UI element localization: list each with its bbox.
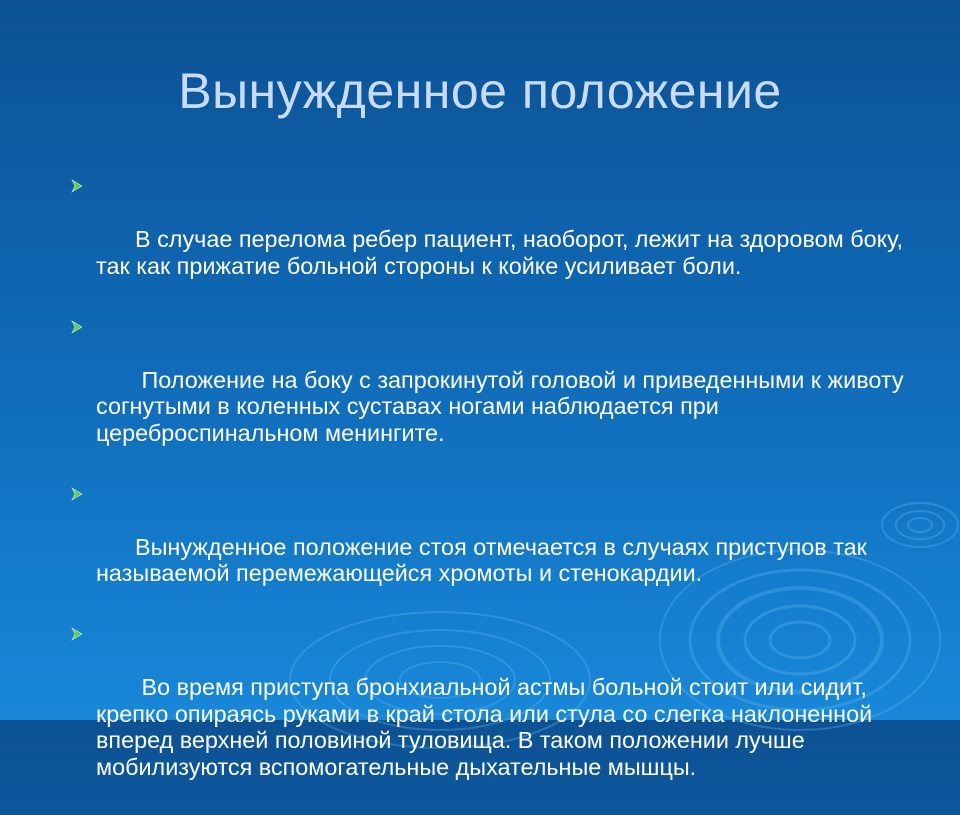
bullet-text: Вынужденное положение стоя отмечается в случаях приступов так называемой перемежающейся хромоты и стенокардии. (96, 533, 874, 586)
list-item (70, 481, 920, 614)
slide-title: Вынужденное положение (178, 63, 782, 119)
arrowhead-bullet-icon (70, 179, 84, 193)
list-item (70, 173, 920, 306)
bullet-text: В случае перелома ребер пациент, наоборот, лежит на здоровом боку, так как прижатие больной стороны к койке усиливает боли. (96, 226, 910, 279)
bullet-text: Во время приступа бронхиальной астмы больной стоит или сидит, крепко опираясь руками в край стола или стула со слегка наклоненной вперед верхней половиной туловища. В таком положении лучше мобилизуются вспомогательные дыхательные мышцы. (96, 674, 879, 780)
bullet-text: Положение на боку с запрокинутой головой и приведенными к животу согнутыми в коленных суставах ногами наблюдается при цереброспинальном менингите. (96, 366, 911, 446)
arrowhead-bullet-icon (70, 627, 84, 641)
bullet-list (70, 173, 920, 815)
arrowhead-bullet-icon (70, 320, 84, 334)
list-item (70, 621, 920, 807)
arrowhead-bullet-icon (70, 487, 84, 501)
list-item (70, 314, 920, 473)
